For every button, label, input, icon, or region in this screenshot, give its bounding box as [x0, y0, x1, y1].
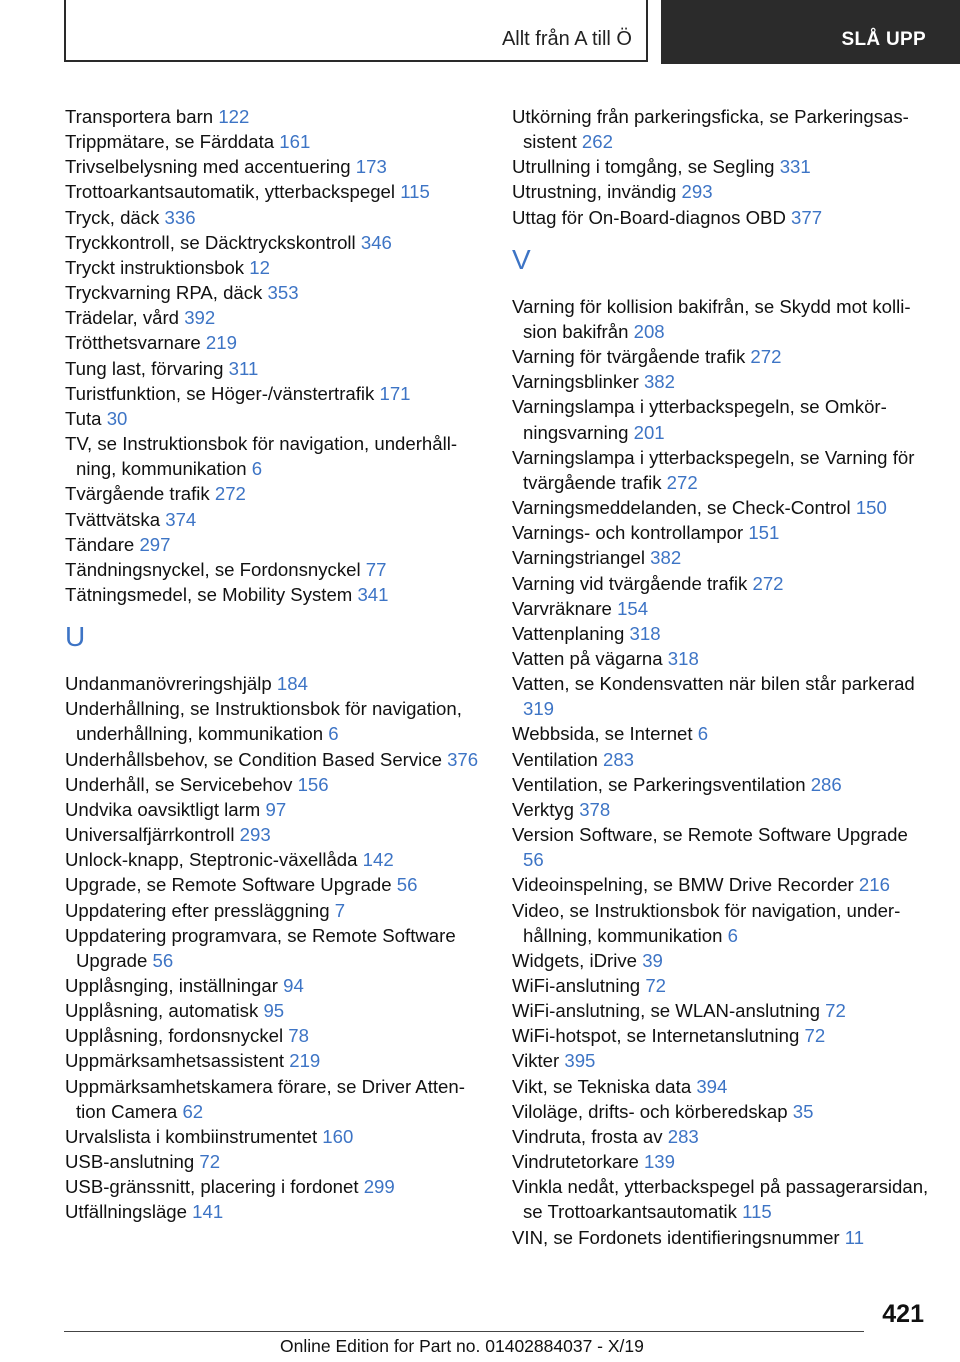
entry-text: Urvalslista i kombiinstrumentet	[65, 1125, 318, 1147]
entry-text: Videoinspelning, se BMW Drive Recorder	[512, 874, 854, 896]
entry-text: Vikter	[512, 1050, 560, 1072]
entry-page-link[interactable]: 262	[581, 131, 613, 153]
entry-page-link[interactable]: 331	[779, 156, 811, 178]
entry-page-link[interactable]: 283	[602, 748, 635, 770]
index-entry	[512, 445, 932, 495]
entry-page-link[interactable]: 382	[643, 371, 675, 393]
index-entry	[65, 129, 485, 154]
index-entry	[512, 721, 932, 746]
entry-page-link[interactable]: 318	[629, 622, 661, 644]
entry-text: Ventilation	[512, 748, 598, 770]
index-entry	[65, 179, 485, 204]
entry-text: Trottoarkantsautomatik, ytterbackspegel	[65, 181, 396, 203]
entry-page-link[interactable]: 201	[633, 421, 665, 443]
entry-page-link[interactable]: 283	[667, 1125, 699, 1147]
entry-page-link[interactable]: 56	[152, 949, 174, 971]
entry-text: Upplåsnging, inställningar	[65, 975, 278, 996]
index-entry	[65, 973, 485, 998]
entry-text: Varvräknare	[512, 597, 612, 619]
index-entry	[512, 369, 932, 394]
entry-text: Tung last, förvaring	[65, 357, 224, 379]
entry-text: Underhållning, se Instruktionsbok för navigation, underhållning, kommunikation	[65, 698, 462, 745]
entry-text: Utfällningsläge	[65, 1201, 187, 1223]
index-entry	[65, 772, 485, 797]
entry-page-link[interactable]: 171	[379, 382, 411, 404]
section-letter: U	[65, 621, 86, 653]
index-entry	[512, 571, 932, 596]
entry-text: Varningstriangel	[512, 547, 645, 569]
entry-page-link[interactable]: 6	[697, 723, 709, 745]
entry-page-link[interactable]: 6	[328, 723, 339, 745]
index-entry	[512, 1048, 932, 1073]
entry-text: Vinkla nedåt, ytterbackspegel på passagerarsidan, se Trottoarkantsautomatik	[512, 1176, 929, 1223]
index-entry	[65, 104, 485, 129]
entry-page-link[interactable]: 6	[251, 458, 263, 480]
index-tab[interactable]	[64, 0, 648, 62]
entry-page-link[interactable]: 219	[289, 1050, 321, 1072]
index-entry	[65, 356, 485, 381]
entry-page-link[interactable]: 311	[228, 357, 259, 379]
entry-page-link[interactable]: 56	[396, 874, 418, 896]
entry-text: Tryck, däck	[65, 206, 160, 228]
entry-text: Tryckvarning RPA, däck	[65, 282, 263, 304]
entry-page-link[interactable]: 97	[265, 798, 287, 820]
entry-text: Turistfunktion, se Höger-/vänstertrafik	[65, 382, 375, 404]
entry-page-link[interactable]: 208	[633, 320, 665, 342]
page-number: 421	[882, 1300, 924, 1328]
index-entry	[512, 621, 932, 646]
index-entry	[512, 596, 932, 621]
entry-text: Verktyg	[512, 798, 575, 820]
entry-page-link[interactable]: 56	[523, 849, 544, 871]
index-entry	[512, 344, 932, 369]
index-entry	[512, 1225, 932, 1250]
index-entry	[65, 872, 485, 897]
entry-page-link[interactable]: 293	[239, 824, 271, 846]
entry-page-link[interactable]: 376	[447, 748, 479, 770]
entry-text: WiFi-anslutning	[512, 975, 641, 996]
entry-page-link[interactable]: 272	[214, 483, 246, 505]
entry-page-link[interactable]: 156	[297, 773, 329, 795]
entry-page-link[interactable]: 39	[642, 949, 663, 971]
index-entry	[65, 1048, 485, 1073]
entry-page-link[interactable]: 216	[858, 874, 890, 896]
entry-page-link[interactable]: 341	[357, 583, 389, 605]
entry-text: Vatten, se Kondensvatten när bilen står parkerad	[512, 673, 915, 695]
entry-text: Varningsblinker	[512, 371, 639, 393]
entry-text: Tändare	[65, 533, 135, 555]
entry-text: WiFi-hotspot, se Internetanslutning	[512, 1025, 800, 1047]
index-entry	[512, 772, 932, 797]
entry-text: Ventilation, se Parkeringsventilation	[512, 773, 806, 795]
entry-text: Varning för kollision bakifrån, se Skydd mot kollision bakifrån	[512, 295, 911, 342]
index-entry	[65, 381, 485, 406]
entry-text: Underhållsbehov, se Condition Based Service	[65, 748, 442, 770]
entry-text: Undanmanövreringshjälp	[65, 673, 272, 695]
index-entry	[512, 545, 932, 570]
entry-page-link[interactable]: 293	[681, 181, 713, 203]
index-entry	[65, 671, 485, 696]
entry-text: Unlock-knapp, Steptronic-växellåda	[65, 849, 358, 871]
entry-text: Undvika oavsiktligt larm	[65, 798, 261, 820]
entry-text: USB-anslutning	[65, 1151, 195, 1173]
index-entry	[65, 406, 485, 431]
index-entry	[65, 532, 485, 557]
entry-text: Varningsmeddelanden, se Check-Control	[512, 497, 851, 519]
index-entry	[512, 646, 932, 671]
entry-text: Webbsida, se Internet	[512, 723, 693, 745]
header-bar	[0, 0, 960, 66]
entry-page-link[interactable]: 374	[165, 508, 197, 530]
index-entry	[65, 205, 485, 230]
entry-page-link[interactable]: 184	[276, 673, 308, 695]
index-entry	[512, 1149, 932, 1174]
index-entry	[512, 797, 932, 822]
index-entry	[512, 1124, 932, 1149]
section-letter: V	[512, 243, 531, 275]
index-entry	[512, 671, 932, 721]
entry-page-link[interactable]: 72	[825, 1000, 846, 1022]
index-entry	[65, 747, 485, 772]
entry-text: Varning vid tvärgående trafik	[512, 572, 748, 594]
entry-text: Tryckkontroll, se Däcktryckskontroll	[65, 231, 356, 253]
entry-text: Varning för tvärgående trafik	[512, 346, 746, 368]
entry-page-link[interactable]: 160	[322, 1125, 354, 1147]
entry-text: Tuta	[65, 407, 102, 429]
entry-text: Transportera barn	[65, 106, 214, 127]
entry-page-link[interactable]: 173	[355, 156, 387, 178]
entry-page-link[interactable]: 72	[199, 1151, 221, 1173]
index-entry	[512, 179, 932, 204]
entry-text: Uppmärksamhetskamera förare, se Driver Attention Camera	[65, 1075, 465, 1122]
index-entry	[65, 1074, 485, 1124]
index-entry	[512, 998, 932, 1023]
entry-text: USB-gränssnitt, placering i fordonet	[65, 1176, 359, 1198]
index-entry	[65, 1199, 485, 1224]
index-entry	[65, 1124, 485, 1149]
index-entry	[65, 1023, 485, 1048]
index-entry	[512, 1074, 932, 1099]
entry-text: Uppdatering programvara, se Remote Software Upgrade	[65, 924, 456, 971]
index-entry	[65, 696, 485, 746]
index-entry	[65, 330, 485, 355]
entry-text: Uppdatering efter pressläggning	[65, 899, 330, 921]
edition-note: Online Edition for Part no. 01402884037 - X/19	[280, 1336, 644, 1356]
index-entry	[512, 822, 932, 872]
entry-text: Tvättvätska	[65, 508, 161, 530]
index-entry	[512, 294, 932, 344]
entry-page-link[interactable]: 122	[218, 106, 250, 127]
index-entry	[65, 305, 485, 330]
entry-text: Tändningsnyckel, se Fordonsnyckel	[65, 558, 361, 580]
entry-page-link[interactable]: 115	[742, 1201, 772, 1223]
index-entry	[65, 431, 485, 481]
index-column-left	[65, 104, 485, 1225]
entry-page-link[interactable]: 382	[650, 547, 682, 569]
index-entry	[512, 872, 932, 897]
entry-text: Widgets, iDrive	[512, 949, 638, 971]
index-entry	[512, 948, 932, 973]
entry-page-link[interactable]: 150	[855, 497, 887, 519]
index-entry	[65, 1149, 485, 1174]
entry-text: Tätningsmedel, se Mobility System	[65, 583, 353, 605]
index-entry	[512, 1174, 932, 1224]
entry-page-link[interactable]: 35	[792, 1100, 814, 1122]
entry-text: Trippmätare, se Färddata	[65, 131, 275, 153]
index-entry	[512, 495, 932, 520]
footer-divider	[64, 1331, 864, 1332]
lookup-tab[interactable]	[661, 0, 960, 64]
index-entry	[65, 923, 485, 973]
entry-page-link[interactable]: 7	[334, 899, 346, 921]
index-entry	[65, 898, 485, 923]
entry-text: Utrustning, invändig	[512, 181, 677, 203]
index-entry	[65, 557, 485, 582]
entry-page-link[interactable]: 30	[106, 407, 128, 429]
index-entry	[512, 1023, 932, 1048]
entry-page-link[interactable]: 394	[696, 1075, 728, 1097]
entry-page-link[interactable]: 115	[400, 181, 430, 203]
entry-page-link[interactable]: 77	[365, 558, 387, 580]
entry-text: Utrullning i tomgång, se Segling	[512, 156, 775, 178]
entry-page-link[interactable]: 219	[205, 332, 237, 354]
index-entry	[65, 847, 485, 872]
entry-page-link[interactable]: 151	[748, 522, 780, 544]
index-entry	[65, 797, 485, 822]
index-entry	[65, 822, 485, 847]
entry-text: Uppmärksamhetsassistent	[65, 1050, 285, 1072]
entry-page-link[interactable]: 346	[360, 231, 392, 253]
entry-text: VIN, se Fordonets identifieringsnummer	[512, 1226, 840, 1248]
entry-page-link[interactable]: 94	[283, 975, 304, 996]
entry-text: Trötthetsvarnare	[65, 332, 201, 354]
entry-text: Tryckt instruktionsbok	[65, 256, 245, 278]
entry-page-link[interactable]: 62	[182, 1100, 204, 1122]
index-entry	[65, 481, 485, 506]
entry-page-link[interactable]: 6	[727, 924, 738, 946]
entry-page-link[interactable]: 378	[579, 798, 611, 820]
entry-page-link[interactable]: 336	[164, 206, 196, 228]
entry-text: Upgrade, se Remote Software Upgrade	[65, 874, 392, 896]
entry-text: Varningslampa i ytterbackspegeln, se Varning för tvärgående trafik	[512, 446, 915, 493]
entry-page-link[interactable]: 72	[645, 975, 666, 996]
entry-page-link[interactable]: 11	[844, 1226, 865, 1248]
entry-text: Universalfjärrkontroll	[65, 824, 235, 846]
entry-page-link[interactable]: 272	[750, 346, 782, 368]
entry-page-link[interactable]: 395	[564, 1050, 596, 1072]
index-tab-label: Allt från A till Ö	[501, 28, 632, 50]
entry-text: Underhåll, se Servicebehov	[65, 773, 293, 795]
entry-page-link[interactable]: 78	[288, 1025, 309, 1047]
entry-text: Version Software, se Remote Software Upgrade	[512, 824, 908, 846]
entry-text: TV, se Instruktionsbok för navigation, underhållning, kommunikation	[65, 433, 458, 480]
entry-page-link[interactable]: 272	[752, 572, 784, 594]
entry-text: Tvärgående trafik	[65, 483, 210, 505]
entry-text: Viloläge, drifts- och körberedskap	[512, 1100, 788, 1122]
entry-page-link[interactable]: 286	[810, 773, 842, 795]
index-entry	[65, 255, 485, 280]
entry-page-link[interactable]: 272	[666, 471, 698, 493]
entry-text: Upplåsning, fordonsnyckel	[65, 1025, 284, 1047]
entry-page-link[interactable]: 154	[617, 597, 649, 619]
index-entry	[65, 280, 485, 305]
entry-page-link[interactable]: 142	[362, 849, 394, 871]
entry-page-link[interactable]: 139	[643, 1151, 675, 1173]
entry-page-link[interactable]: 141	[192, 1201, 224, 1223]
entry-text: WiFi-anslutning, se WLAN-anslutning	[512, 1000, 820, 1022]
index-entry	[512, 205, 932, 230]
index-entry	[65, 154, 485, 179]
index-entry	[65, 998, 485, 1023]
entry-text: Uttag för On-Board-diagnos OBD	[512, 206, 786, 228]
index-column-right	[512, 104, 932, 1250]
entry-page-link[interactable]: 297	[139, 533, 171, 555]
entry-text: Varningslampa i ytterbackspegeln, se Omkörningsvarning	[512, 396, 887, 443]
index-entry	[512, 394, 932, 444]
entry-page-link[interactable]: 299	[363, 1176, 395, 1198]
index-entry	[512, 104, 932, 154]
entry-page-link[interactable]: 392	[184, 307, 216, 329]
entry-page-link[interactable]: 72	[804, 1025, 826, 1047]
entry-page-link[interactable]: 12	[249, 256, 270, 278]
entry-page-link[interactable]: 161	[279, 131, 311, 153]
entry-page-link[interactable]: 318	[667, 647, 699, 669]
entry-text: Utkörning från parkeringsficka, se Parkeringsassistent	[512, 106, 909, 153]
entry-page-link[interactable]: 377	[791, 206, 823, 228]
entry-page-link[interactable]: 95	[263, 1000, 285, 1022]
entry-text: Vatten på vägarna	[512, 647, 663, 669]
entry-text: Vindruta, frosta av	[512, 1125, 663, 1147]
entry-page-link[interactable]: 353	[267, 282, 299, 304]
entry-text: Video, se Instruktionsbok för navigation, underhållning, kommunikation	[512, 899, 901, 946]
index-entry	[512, 973, 932, 998]
index-entry	[65, 582, 485, 607]
index-entry	[512, 898, 932, 948]
entry-text: Trädelar, vård	[65, 307, 180, 329]
entry-text: Varnings- och kontrollampor	[512, 522, 744, 544]
index-entry	[65, 1174, 485, 1199]
index-entry	[512, 154, 932, 179]
entry-page-link[interactable]: 319	[523, 698, 555, 720]
entry-text: Vattenplaning	[512, 622, 625, 644]
index-entry	[512, 520, 932, 545]
index-entry	[512, 1099, 932, 1124]
entry-text: Vindrutetorkare	[512, 1151, 639, 1173]
entry-text: Vikt, se Tekniska data	[512, 1075, 692, 1097]
entry-text: Trivselbelysning med accentuering	[65, 156, 351, 178]
lookup-tab-label: SLÅ UPP	[841, 29, 926, 50]
index-entry	[512, 747, 932, 772]
entry-text: Upplåsning, automatisk	[65, 1000, 259, 1022]
index-entry	[65, 230, 485, 255]
index-entry	[65, 507, 485, 532]
